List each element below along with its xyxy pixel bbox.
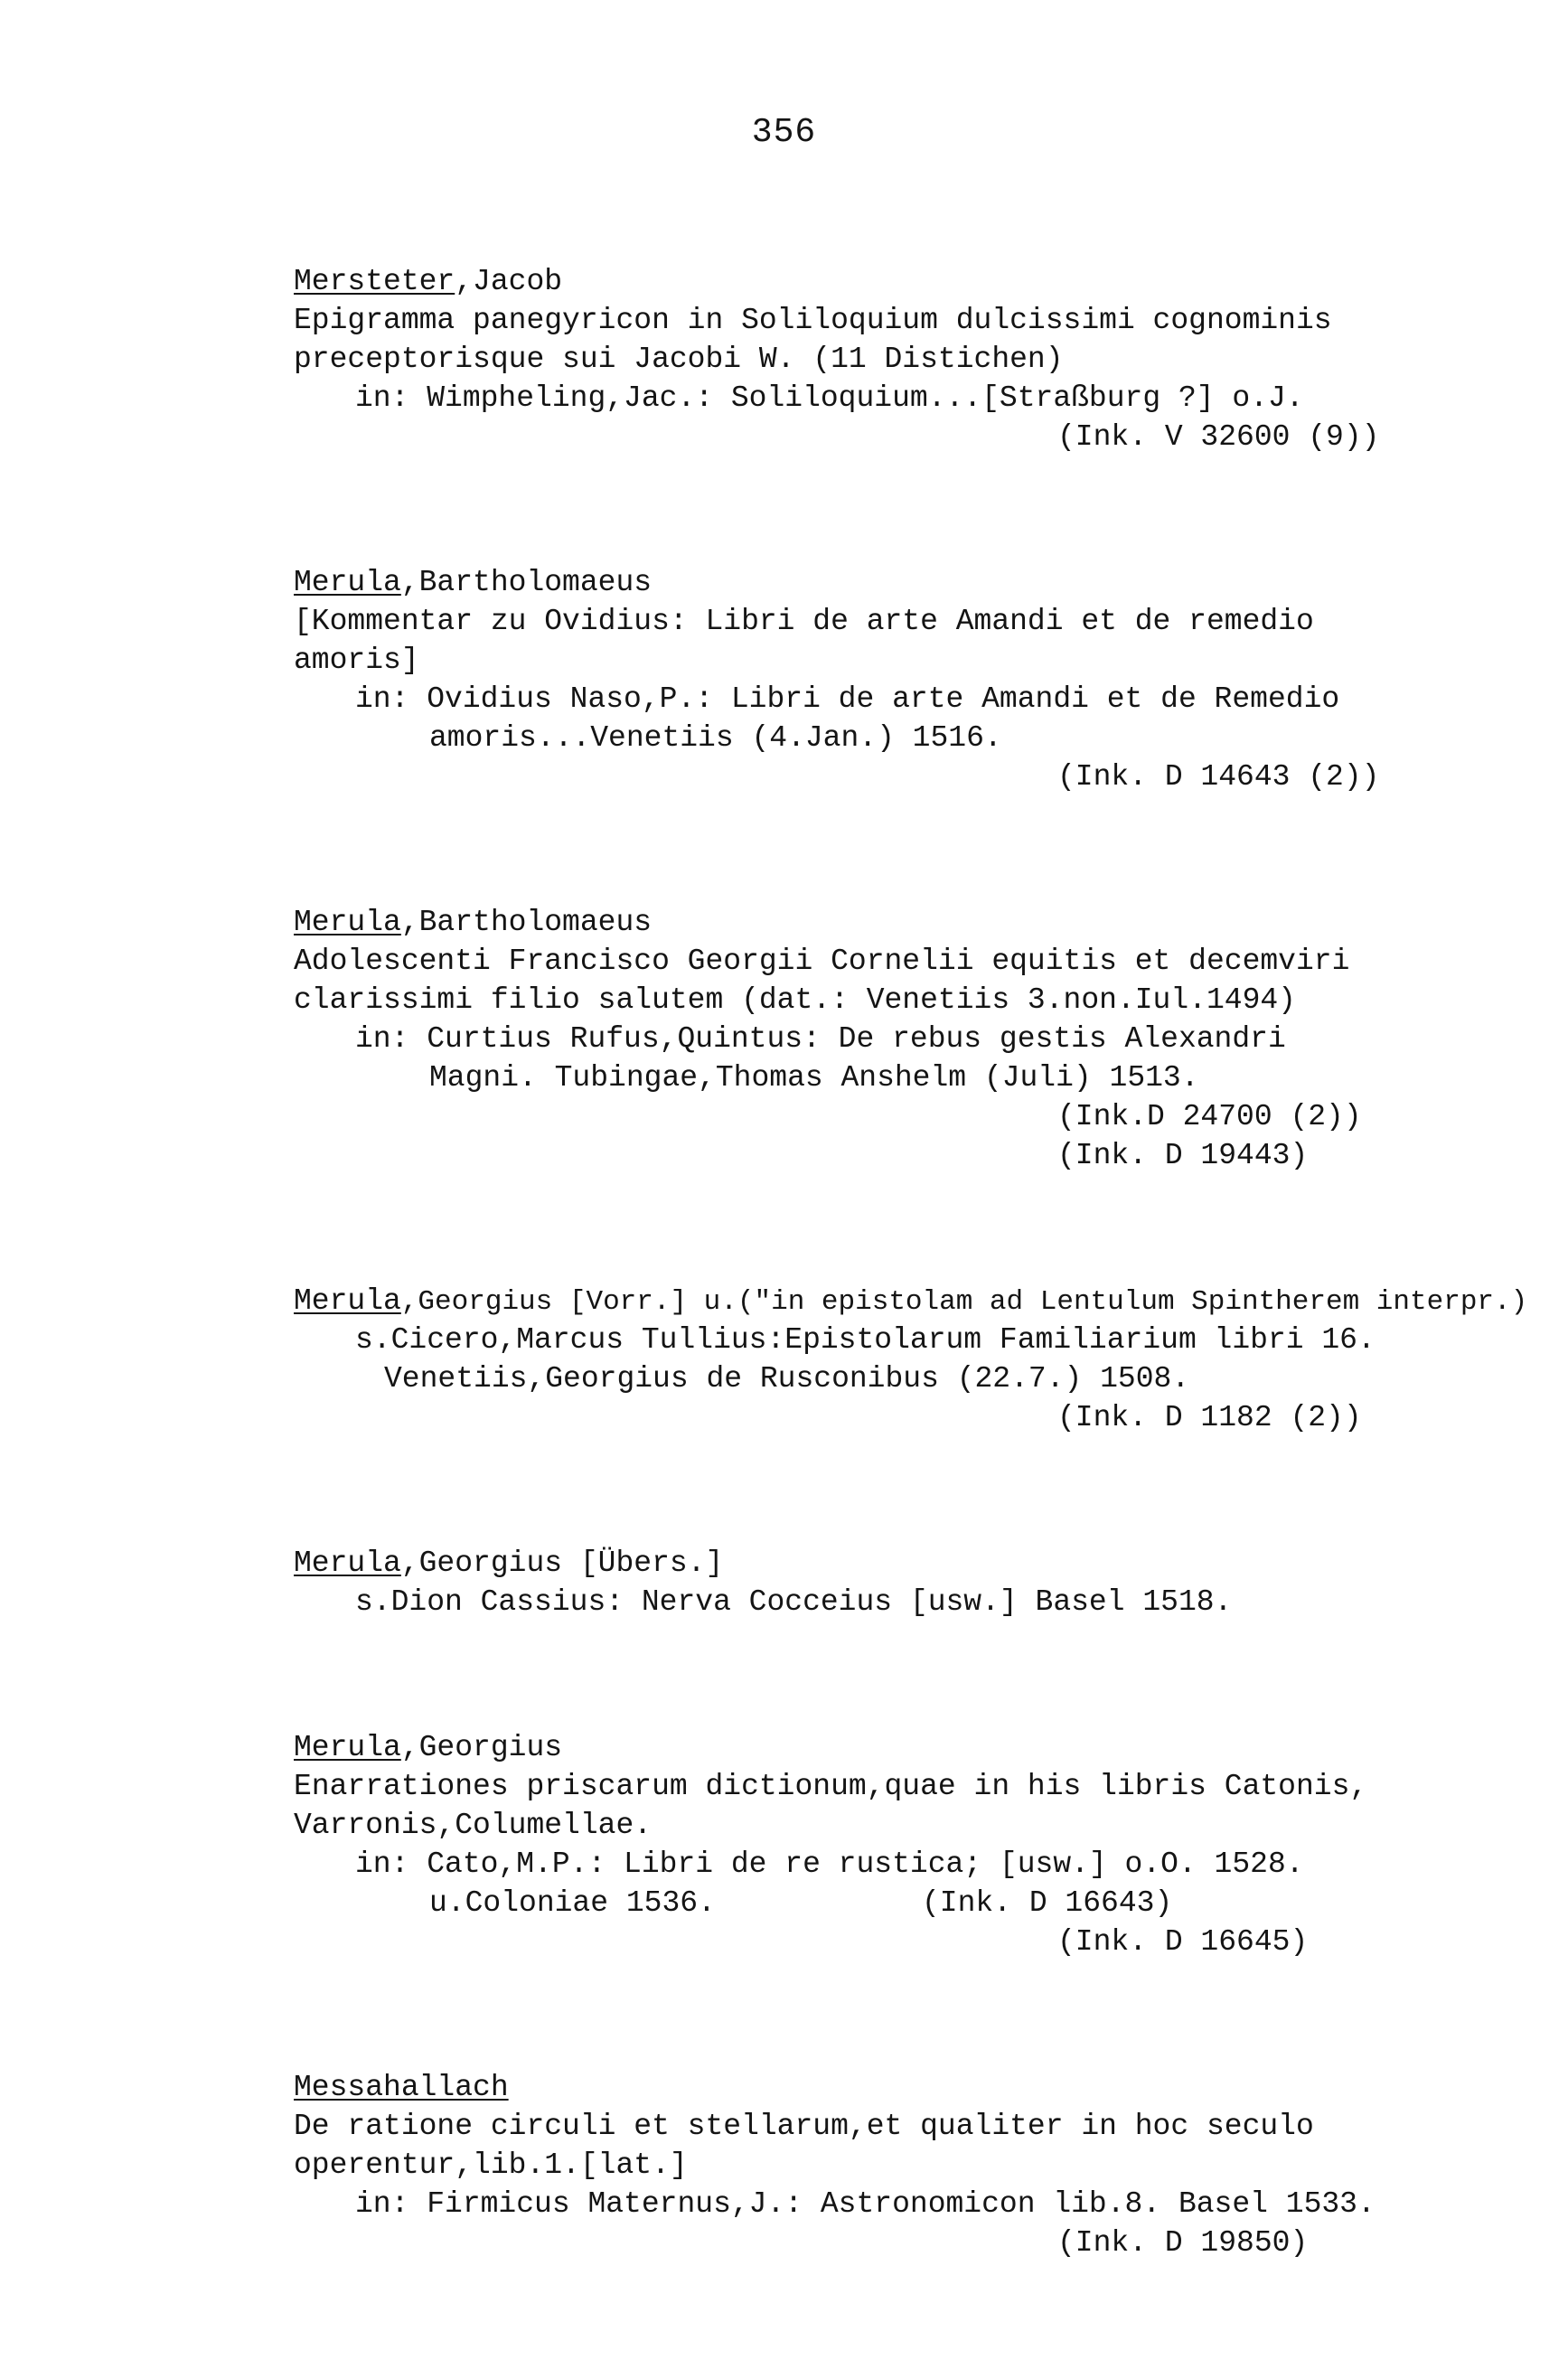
entry-line: Enarrationes priscarum dictionum,quae in his libris Catonis, bbox=[294, 1770, 1368, 1803]
entry-heading bbox=[294, 563, 1541, 602]
entry-heading bbox=[294, 2068, 1541, 2107]
entry-line: Epigramma panegyricon in Soliloquium dulcissimi cognominis bbox=[294, 304, 1332, 337]
entry-heading bbox=[294, 903, 1541, 942]
entry-line: De ratione circuli et stellarum,et qualiter in hoc seculo bbox=[294, 2110, 1314, 2143]
entry-line: in: Cato,M.P.: Libri de re rustica; [usw.] o.O. 1528. bbox=[355, 1847, 1304, 1881]
entry-line: [Kommentar zu Ovidius: Libri de arte Amandi et de remedio bbox=[294, 605, 1314, 638]
entry-line: in: Ovidius Naso,P.: Libri de arte Amandi et de Remedio bbox=[355, 682, 1340, 716]
bibliography-entry bbox=[294, 262, 1541, 456]
entry-author-rest: ,Georgius [Übers.] bbox=[400, 1546, 724, 1580]
entry-heading bbox=[294, 1728, 1541, 1767]
entry-line: preceptorisque sui Jacobi W. (11 Distichen) bbox=[294, 343, 1064, 376]
entry-author-rest: ,Bartholomaeus bbox=[400, 566, 653, 599]
entry-author-rest: ,Georgius bbox=[400, 1731, 563, 1764]
entry-line: Adolescenti Francisco Georgii Cornelii equitis et decemviri bbox=[294, 945, 1350, 978]
entry-line: clarissimi filio salutem (dat.: Venetiis 3.non.Iul.1494) bbox=[294, 983, 1296, 1017]
entry-author: Merula bbox=[294, 1284, 401, 1318]
bibliography-entry bbox=[294, 1282, 1541, 1437]
entry-shelfmark: (Ink. D 19850) bbox=[1057, 2226, 1309, 2260]
entry-line: s.Dion Cassius: Nerva Cocceius [usw.] Basel 1518. bbox=[355, 1585, 1233, 1619]
entry-line: Venetiis,Georgius de Rusconibus (22.7.) 1508. bbox=[384, 1362, 1190, 1396]
entry-line: amoris...Venetiis (4.Jan.) 1516. bbox=[429, 721, 1002, 755]
entry-author: Merula bbox=[294, 906, 401, 939]
entry-line: amoris] bbox=[294, 644, 419, 677]
entry-shelfmark: (Ink. D 1182 (2)) bbox=[1057, 1401, 1362, 1434]
entry-line: operentur,lib.1.[lat.] bbox=[294, 2148, 688, 2182]
entry-author-rest: ,Jacob bbox=[455, 265, 563, 298]
page-number: 356 bbox=[751, 113, 817, 152]
entry-author: Merula bbox=[294, 1546, 401, 1580]
entry-line-with-shelfmark bbox=[294, 1884, 1541, 1922]
entry-author: Messahallach bbox=[294, 2071, 509, 2104]
entry-author-rest: ,Georgius [Vorr.] u.("in epistolam ad Lentulum Spintherem interpr.) bbox=[400, 1286, 1528, 1318]
bibliography-entry bbox=[294, 1728, 1541, 1961]
entry-shelfmark: (Ink. D 19443) bbox=[1057, 1139, 1309, 1172]
entry-line: Varronis,Columellae. bbox=[294, 1809, 653, 1842]
entry-heading bbox=[294, 1282, 1541, 1321]
entry-line: u.Coloniae 1536. bbox=[429, 1886, 716, 1920]
bibliography-entry bbox=[294, 2068, 1541, 2262]
entry-shelfmark: (Ink. V 32600 (9)) bbox=[1057, 420, 1380, 454]
bibliography-entry bbox=[294, 1544, 1541, 1622]
entry-shelfmark: (Ink. D 16643) bbox=[922, 1886, 1173, 1920]
entry-author-rest: ,Bartholomaeus bbox=[400, 906, 653, 939]
entry-shelfmark: (Ink. D 14643 (2)) bbox=[1057, 760, 1380, 794]
bibliography-entry bbox=[294, 903, 1541, 1175]
entry-heading bbox=[294, 1544, 1541, 1583]
entry-author: Merula bbox=[294, 1731, 401, 1764]
entry-line: in: Curtius Rufus,Quintus: De rebus gestis Alexandri bbox=[355, 1022, 1286, 1056]
entry-line: s.Cicero,Marcus Tullius:Epistolarum Familiarium libri 16. bbox=[355, 1323, 1376, 1357]
bibliography-entry bbox=[294, 563, 1541, 796]
entry-line: in: Firmicus Maternus,J.: Astronomicon lib.8. Basel 1533. bbox=[355, 2187, 1376, 2221]
entry-line: Magni. Tubingae,Thomas Anshelm (Juli) 1513. bbox=[429, 1061, 1199, 1095]
bibliography-entries bbox=[294, 262, 1541, 2369]
entry-heading bbox=[294, 262, 1541, 301]
entry-author: Merula bbox=[294, 566, 401, 599]
entry-shelfmark: (Ink.D 24700 (2)) bbox=[1057, 1100, 1362, 1133]
entry-author: Mersteter bbox=[294, 265, 455, 298]
entry-shelfmark: (Ink. D 16645) bbox=[1057, 1925, 1309, 1959]
entry-line: in: Wimpheling,Jac.: Soliloquium...[Straßburg ?] o.J. bbox=[355, 381, 1304, 415]
